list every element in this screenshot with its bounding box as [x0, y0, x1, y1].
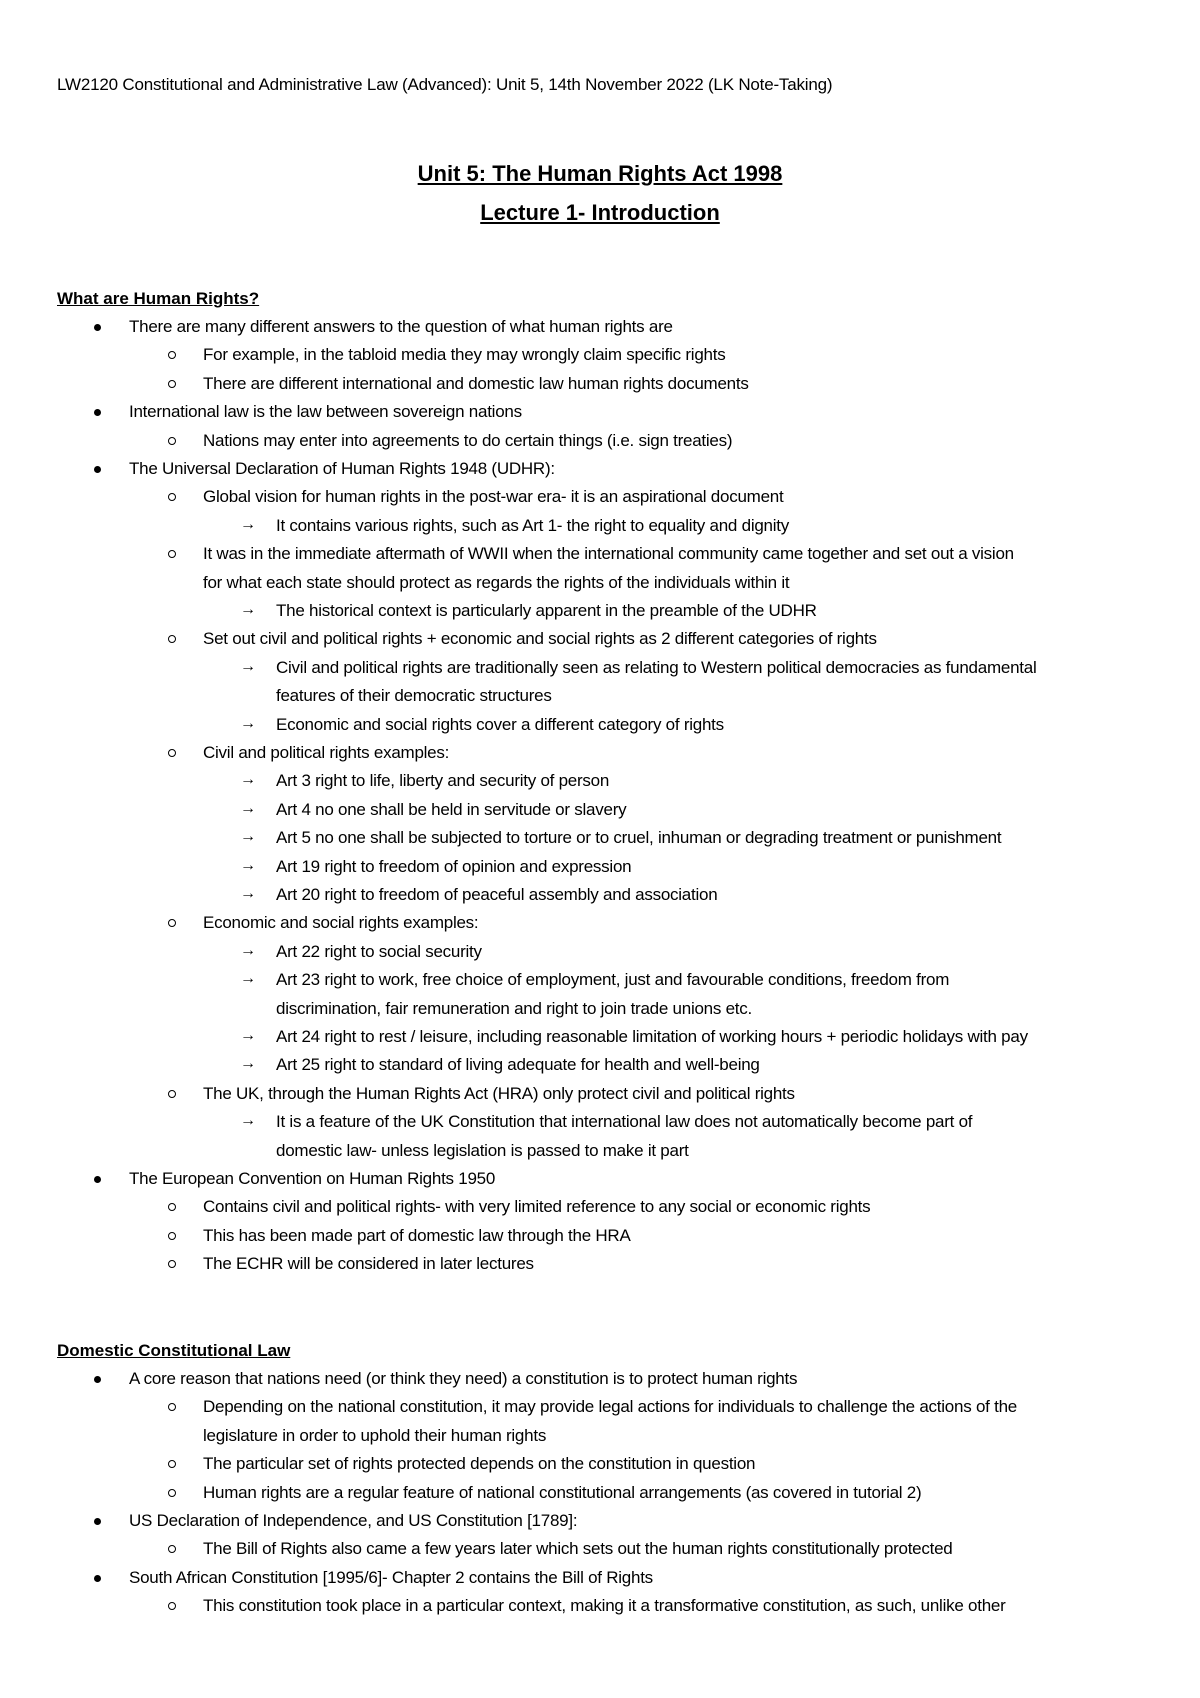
- list-item-text: Art 23 right to work, free choice of employment, just and favourable conditions, freedom from: [276, 970, 950, 990]
- arrow-right-icon: →: [240, 1112, 256, 1130]
- list-item-text: Global vision for human rights in the post-war era- it is an aspirational document: [203, 487, 784, 507]
- unit-title: Unit 5: The Human Rights Act 1998: [417, 161, 783, 186]
- list-item-text: Economic and social rights examples:: [203, 913, 479, 933]
- lecture-title: Lecture 1- Introduction: [480, 200, 720, 225]
- list-item-text: Human rights are a regular feature of national constitutional arrangements (as covered in tutorial 2): [203, 1482, 922, 1502]
- list-item-text: The Universal Declaration of Human Rights 1948 (UDHR):: [129, 459, 555, 478]
- list-item-text: It was in the immediate aftermath of WWII when the international community came together and set out a vision: [203, 544, 1014, 564]
- bullet-dot-icon: [94, 1376, 101, 1383]
- list-item-text: discrimination, fair remuneration and right to join trade unions etc.: [276, 998, 753, 1018]
- bullet-circle-icon: [168, 1260, 176, 1268]
- list-item-text: Contains civil and political rights- with very limited reference to any social or economic rights: [203, 1197, 871, 1217]
- list-item-text: It is a feature of the UK Constitution that international law does not automatically become part of: [276, 1112, 973, 1132]
- list-item-text: The historical context is particularly apparent in the preamble of the UDHR: [276, 601, 817, 620]
- list-item-text: Economic and social rights cover a different category of rights: [276, 714, 724, 734]
- list-item-text: It contains various rights, such as Art 1- the right to equality and dignity: [276, 515, 790, 535]
- bullet-circle-icon: [168, 351, 176, 359]
- section-heading: Domestic Constitutional Law: [57, 1341, 291, 1360]
- list-item-text: Art 22 right to social security: [276, 941, 482, 961]
- list-item-text: Set out civil and political rights + economic and social rights as 2 different categories of rights: [203, 629, 877, 649]
- list-item-text: There are different international and domestic law human rights documents: [203, 373, 749, 393]
- bullet-circle-icon: [168, 1545, 176, 1553]
- bullet-circle-icon: [168, 380, 176, 388]
- bullet-circle-icon: [168, 635, 176, 643]
- list-item-text: Art 3 right to life, liberty and security of person: [276, 771, 610, 791]
- arrow-right-icon: →: [240, 1055, 256, 1073]
- arrow-right-icon: →: [240, 941, 256, 959]
- list-item-text: domestic law- unless legislation is passed to make it part: [276, 1140, 689, 1160]
- list-item-text: Art 24 right to rest / leisure, including reasonable limitation of working hours + periodic holidays with pay: [276, 1027, 1028, 1046]
- list-item-text: Nations may enter into agreements to do certain things (i.e. sign treaties): [203, 430, 733, 450]
- list-item-text: Art 25 right to standard of living adequate for health and well-being: [276, 1055, 760, 1075]
- bullet-circle-icon: [168, 1460, 176, 1468]
- bullet-dot-icon: [94, 466, 101, 473]
- list-item-text: legislature in order to uphold their human rights: [203, 1425, 547, 1445]
- bullet-circle-icon: [168, 1403, 176, 1411]
- list-item-text: The European Convention on Human Rights 1950: [129, 1169, 496, 1188]
- list-item-text: Art 4 no one shall be held in servitude or slavery: [276, 799, 627, 819]
- list-item-text: US Declaration of Independence, and US Constitution [1789]:: [129, 1511, 578, 1530]
- bullet-circle-icon: [168, 550, 176, 558]
- list-item-text: Civil and political rights examples:: [203, 743, 450, 762]
- bullet-dot-icon: [94, 1575, 101, 1582]
- list-item-text: for what each state should protect as regards the rights of the individuals within it: [203, 572, 790, 592]
- bullet-circle-icon: [168, 493, 176, 501]
- arrow-right-icon: →: [240, 799, 256, 817]
- arrow-right-icon: →: [240, 856, 256, 874]
- arrow-right-icon: →: [240, 601, 256, 618]
- bullet-dot-icon: [94, 409, 101, 416]
- bullet-circle-icon: [168, 1090, 176, 1098]
- bullet-dot-icon: [94, 1518, 101, 1525]
- arrow-right-icon: →: [240, 657, 256, 675]
- list-item-text: This constitution took place in a particular context, making it a transformative constitution, as such, unlike other: [203, 1596, 1006, 1616]
- bullet-circle-icon: [168, 1232, 176, 1240]
- arrow-right-icon: →: [240, 714, 256, 732]
- arrow-right-icon: →: [240, 885, 256, 902]
- bullet-circle-icon: [168, 1489, 176, 1497]
- arrow-right-icon: →: [240, 970, 256, 988]
- bullet-circle-icon: [168, 749, 176, 757]
- list-item-text: The UK, through the Human Rights Act (HRA) only protect civil and political rights: [203, 1083, 795, 1103]
- list-item-text: The Bill of Rights also came a few years later which sets out the human rights constitutionally protected: [203, 1539, 953, 1559]
- arrow-right-icon: →: [240, 771, 256, 789]
- list-item-text: Depending on the national constitution, it may provide legal actions for individuals to challenge the actions of the: [203, 1397, 1017, 1417]
- list-item-text: Art 20 right to freedom of peaceful assembly and association: [276, 885, 718, 904]
- list-item-text: South African Constitution [1995/6]- Chapter 2 contains the Bill of Rights: [129, 1567, 653, 1587]
- arrow-right-icon: →: [240, 828, 256, 846]
- list-item-text: features of their democratic structures: [276, 686, 552, 706]
- bullet-circle-icon: [168, 1203, 176, 1211]
- bullet-circle-icon: [168, 437, 176, 445]
- bullet-dot-icon: [94, 1176, 101, 1183]
- bullet-circle-icon: [168, 1602, 176, 1610]
- list-item-text: For example, in the tabloid media they may wrongly claim specific rights: [203, 345, 726, 365]
- section-heading: What are Human Rights?: [57, 289, 260, 308]
- list-item-text: Art 19 right to freedom of opinion and expression: [276, 856, 632, 876]
- list-item-text: International law is the law between sovereign nations: [129, 402, 522, 422]
- list-item-text: This has been made part of domestic law through the HRA: [203, 1225, 631, 1245]
- list-item-text: The particular set of rights protected depends on the constitution in question: [203, 1454, 756, 1474]
- bullet-dot-icon: [94, 324, 101, 331]
- list-item-text: There are many different answers to the question of what human rights are: [129, 317, 673, 336]
- document-header: LW2120 Constitutional and Administrative Law (Advanced): Unit 5, 14th November 2022 (LK Note-Taking): [57, 75, 833, 94]
- list-item-text: The ECHR will be considered in later lectures: [203, 1254, 534, 1274]
- list-item-text: A core reason that nations need (or think they need) a constitution is to protect human rights: [129, 1369, 798, 1388]
- arrow-right-icon: →: [240, 1027, 256, 1044]
- list-item-text: Art 5 no one shall be subjected to torture or to cruel, inhuman or degrading treatment or punishment: [276, 828, 1002, 848]
- arrow-right-icon: →: [240, 515, 256, 533]
- list-item-text: Civil and political rights are traditionally seen as relating to Western political democracies as fundamental: [276, 657, 1037, 677]
- bullet-circle-icon: [168, 919, 176, 927]
